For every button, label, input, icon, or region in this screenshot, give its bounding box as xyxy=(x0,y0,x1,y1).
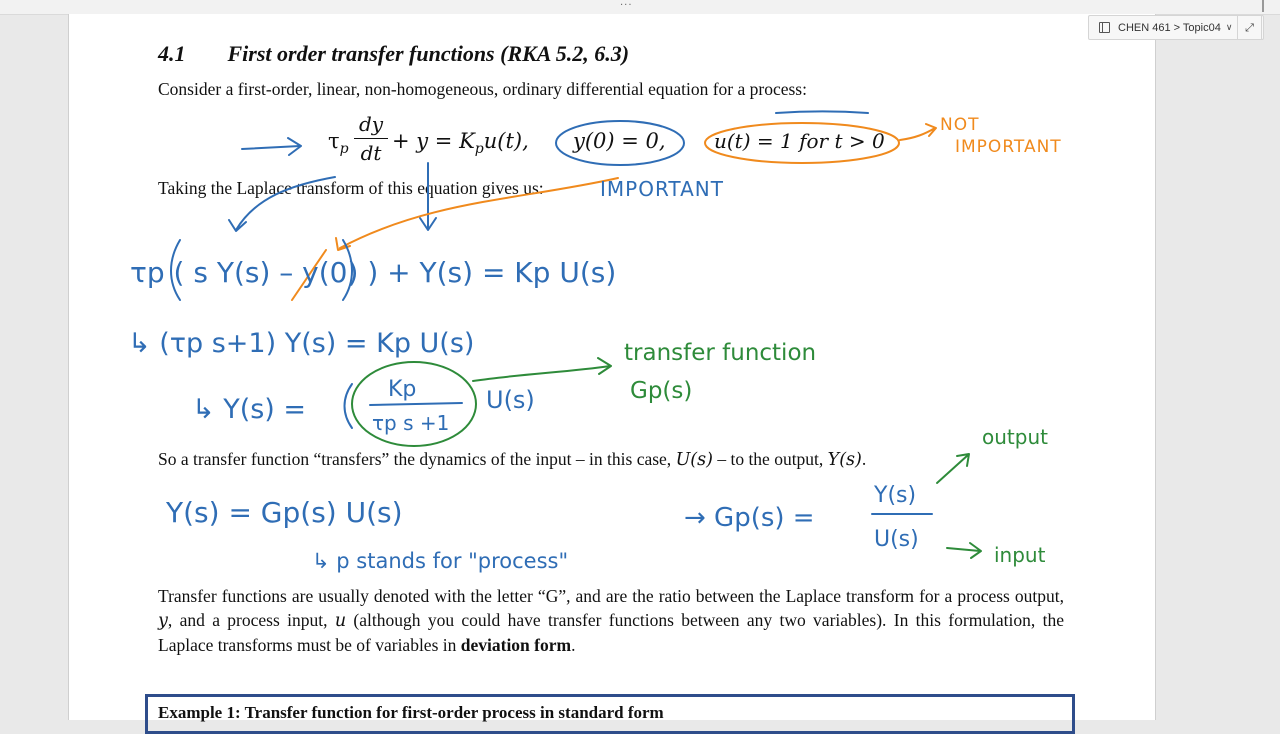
laplace-step-2: ↳ (τp s+1) Y(s) = Kp U(s) xyxy=(128,328,475,359)
laplace-step-3-lhs: ↳ Y(s) = xyxy=(192,394,307,425)
laplace-step-1: τp ( s Y(s) – y(0) ) + Y(s) = Kp U(s) xyxy=(130,256,617,289)
laplace-sentence: Taking the Laplace transform of this equation gives us: xyxy=(158,178,544,198)
example-title: Example 1: Transfer function for first-order process in standard form xyxy=(158,703,664,722)
intro-paragraph: Consider a first-order, linear, non-homogeneous, ordinary differential equation for a process: xyxy=(158,79,807,99)
tf-definition: Y(s) = Gp(s) U(s) xyxy=(166,496,403,529)
transfer-function-label: transfer function xyxy=(624,340,817,366)
expand-icon[interactable]: ⤢ xyxy=(1237,15,1262,40)
ratio-denominator: U(s) xyxy=(874,527,919,552)
eq-input-definition: u(t) = 1 for t > 0 xyxy=(714,129,885,153)
ratio-numerator: Y(s) xyxy=(874,483,917,508)
p-stands-note: ↳ p stands for "process" xyxy=(312,549,569,573)
more-options-dots[interactable]: ... xyxy=(620,0,633,8)
laplace-step-3-rhs: U(s) xyxy=(486,386,535,414)
laplace-step-3-numerator: Kp xyxy=(388,377,417,402)
section-number: 4.1 xyxy=(158,41,186,66)
laplace-step-3-denominator: τp s +1 xyxy=(372,411,450,435)
important-note: IMPORTANT xyxy=(600,177,724,201)
ratio-lhs: → Gp(s) = xyxy=(684,503,815,533)
breadcrumb-text: CHEN 461 > Topic04 xyxy=(1118,21,1221,34)
eq-tau: $\tau_p$ xyxy=(328,129,349,158)
eq-derivative: dy dt xyxy=(354,112,388,165)
gp-label: Gp(s) xyxy=(630,378,693,404)
transfer-sentence: So a transfer function “transfers” the dynamics of the input – in this case, U(s) – to the output, Y(s). xyxy=(158,449,867,470)
output-label: output xyxy=(982,425,1048,449)
eq-rhs: + $y = K_pu(t)$, xyxy=(392,129,529,158)
chevron-down-icon[interactable]: ∨ xyxy=(1225,22,1233,32)
not-important-note-1: NOT xyxy=(940,115,980,135)
not-important-note-2: IMPORTANT xyxy=(955,137,1062,157)
definition-paragraph: Transfer functions are usually denoted with the letter “G”, and are the ratio between the Laplace transform for a process output, y, and a process input, u (although you could have transfer functions between any two variables). In this formulation, the Laplace transforms must be of variables in deviation form. xyxy=(158,586,1064,655)
section-title: First order transfer functions (RKA 5.2, 6.3) xyxy=(227,41,630,66)
eq-initial-condition: y(0) = 0, xyxy=(573,129,666,153)
input-label: input xyxy=(994,543,1046,567)
